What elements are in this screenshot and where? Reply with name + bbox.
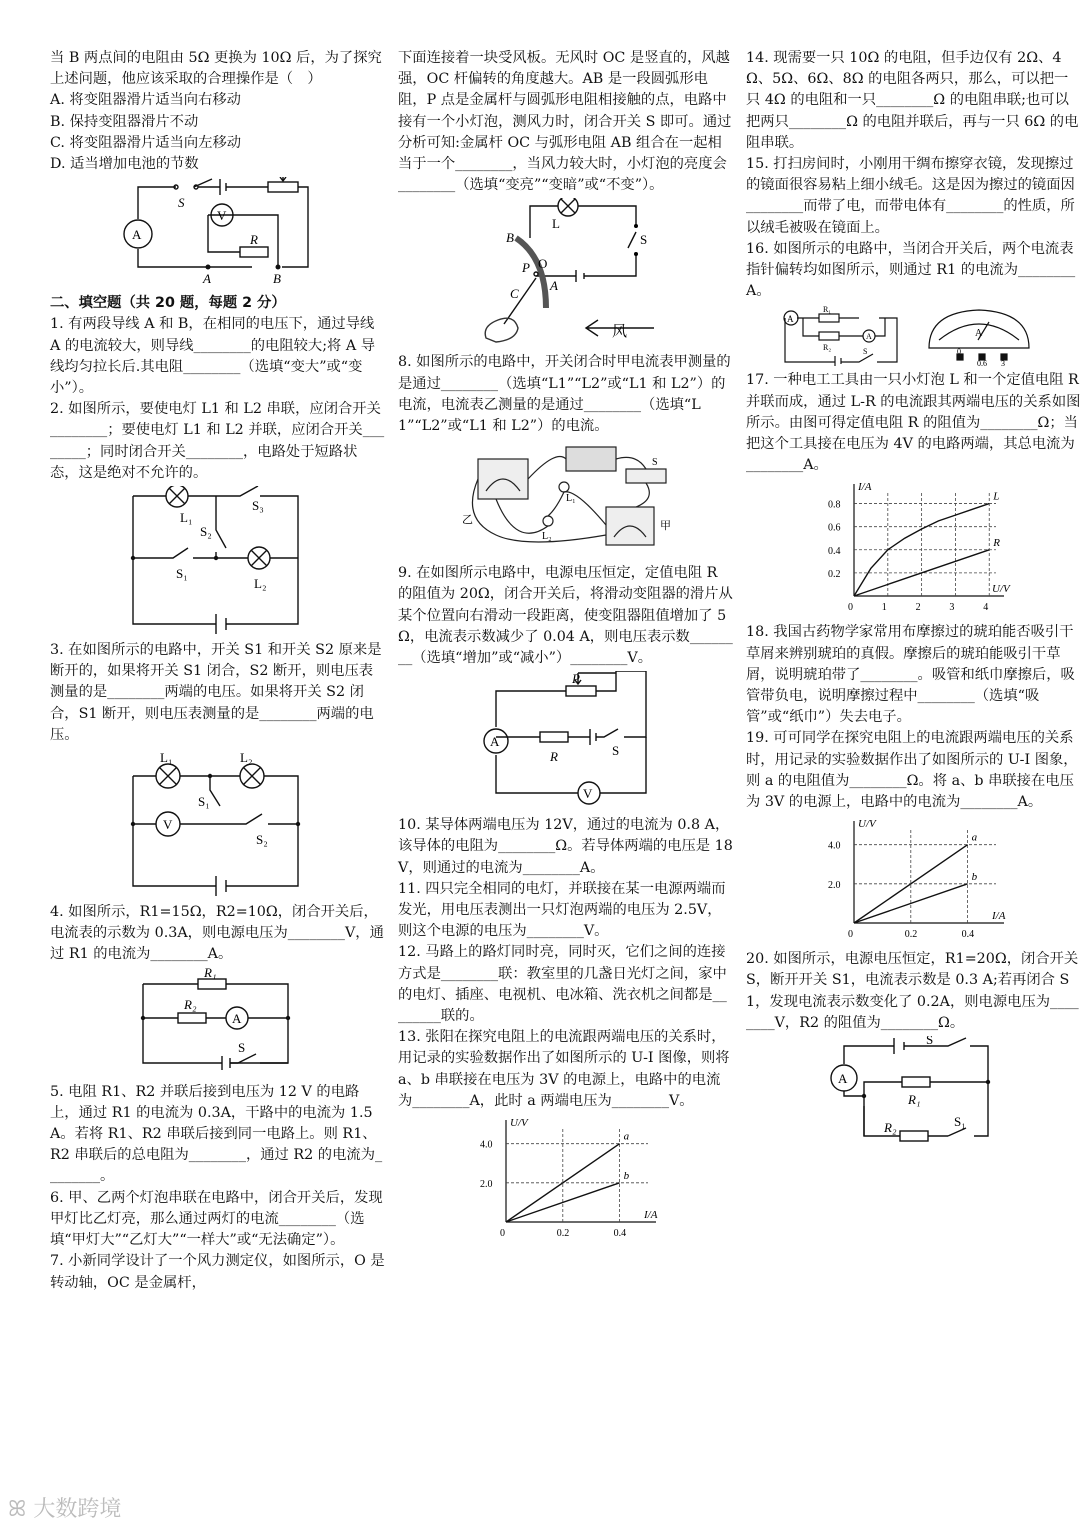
svg-text:R₁: R₁ — [907, 1092, 920, 1108]
svg-text:L₂: L₂ — [541, 531, 552, 543]
svg-text:V: V — [582, 786, 592, 802]
svg-text:A: A — [786, 314, 793, 325]
svg-text:P: P — [521, 260, 530, 276]
question-17: 17. 一种电工工具由一只小灯泡 L 和一个定值电阻 R 并联而成，通过 L-R 的电流跟其两端电压的关系如图所示。由图可得定值电阻 R 的阻值为________Ω；当把这个工具接在电压为 4V 的电路两端，其总电流为________A。 — [746, 372, 1080, 474]
circuit-and-ammeter-q16 — [779, 304, 1049, 366]
question-7-cont: 下面连接着一块受风板。无风时 OC 是竖直的，风越强，OC 杆偏转的角度越大。AB 是一段圆弧形电阻，P 点是金属杆与圆弧形电阻相接触的点，电路中接有一个小灯泡，测风力时，闭合开关 S 即可。通过分析可知:金属杆 OC 与弧形电阻 AB 组合在一起相当于一个________，当风力较大时，小灯泡的亮度会________（选填“变亮”“变暗”或“不变”）。 — [398, 50, 732, 194]
svg-text:S: S — [651, 457, 658, 469]
question-3: 3. 在如图所示的电路中，开关 S1 和开关 S2 原来是断开的，如果将开关 S1 闭合，S2 断开，则电压表测量的是________两端的电压。如果将开关 S2 闭合，S1 断开，则电压表测量的是________两端的电压。 — [50, 642, 382, 743]
svg-text:S₁: S₁ — [197, 794, 210, 810]
svg-text:S: S — [177, 195, 184, 211]
svg-text:R: R — [249, 232, 258, 248]
svg-text:L₁: L₁ — [179, 510, 192, 526]
svg-text:甲: 甲 — [659, 520, 671, 533]
svg-text:L₂: L₂ — [239, 750, 252, 766]
svg-text:R₂: R₂ — [883, 1120, 896, 1136]
svg-text:风: 风 — [611, 324, 627, 341]
svg-text:L₂: L₂ — [253, 576, 266, 592]
q19-graph — [814, 815, 1014, 945]
y-tick-label: 0.4 — [827, 546, 840, 558]
x-tick-label: 0.4 — [961, 929, 974, 941]
series-label-b: b — [971, 871, 977, 884]
svg-text:A: A — [489, 734, 499, 750]
question-16: 16. 如图所示的电路中，当闭合开关后，两个电流表指针偏转均如图所示，则通过 R1 的电流为________A。 — [746, 240, 1076, 300]
series-label-L: L — [992, 491, 999, 504]
watermark-text: 大数跨境 — [33, 1497, 122, 1522]
circuit-diagram-q20 — [824, 1036, 1004, 1156]
y-tick-label: 0.8 — [827, 500, 840, 512]
svg-text:A: A — [202, 271, 211, 287]
svg-text:R₂: R₂ — [183, 996, 196, 1012]
question-5: 5. 电阻 R1、R2 并联后接到电压为 12 V 的电路上，通过 R1 的电流为 0.3A，干路中的电流为 1.5A。若将 R1、R2 串联后接到同一电路上。则 R1、R2 串联后的总电阻为________，通过 R2 的电流为________。 — [50, 1083, 383, 1185]
x-tick-label: 0.4 — [613, 1228, 626, 1240]
svg-text:S₁: S₁ — [175, 566, 188, 582]
svg-text:S: S — [611, 743, 619, 759]
svg-text:R₁: R₁ — [203, 967, 216, 980]
question-2: 2. 如图所示，要使电灯 L1 和 L2 串联，应闭合开关________；要使电灯 L1 和 L2 并联，应闭合开关________；同时闭合开关________，电路处于短路状态，这是绝对不允许的。 — [50, 401, 385, 481]
circuit-diagram-q9 — [466, 671, 666, 811]
svg-text:3: 3 — [1000, 359, 1005, 367]
node-b — [275, 265, 280, 270]
svg-text:C: C — [509, 286, 519, 302]
y-axis-label: U/V — [857, 818, 876, 831]
x-tick-label: 4 — [982, 602, 988, 614]
series-label-a: a — [623, 1130, 629, 1143]
y-tick-label: 0.2 — [827, 569, 840, 581]
svg-text:乙: 乙 — [461, 514, 473, 527]
svg-text:A: A — [549, 278, 558, 294]
svg-text:B: B — [272, 271, 281, 287]
svg-text:S₁: S₁ — [953, 1114, 966, 1130]
option-c: C. 将变阻器滑片适当向左移动 — [50, 134, 242, 151]
column-2 — [398, 48, 733, 1248]
svg-text:S₂: S₂ — [255, 832, 268, 848]
svg-text:A: A — [837, 1071, 847, 1087]
x-axis-label: U/V — [991, 583, 1010, 596]
x-tick-label: 3 — [948, 602, 954, 614]
series-label-R: R — [992, 537, 1000, 550]
q17-graph — [814, 478, 1014, 618]
series-label-b: b — [623, 1169, 629, 1182]
svg-text:S₃: S₃ — [251, 498, 264, 514]
question-4: 4. 如图所示，R1=15Ω，R2=10Ω，闭合开关后，电流表的示数为 0.3A，则电源电压为________V，通过 R1 的电流为________A。 — [50, 904, 384, 963]
option-a: A. 将变阻器滑片适当向右移动 — [50, 92, 241, 109]
svg-text:S: S — [237, 1039, 245, 1055]
question-8: 8. 如图所示的电路中，开关闭合时甲电流表甲测量的是通过________（选填“L1”“L2”或“L1 和 L2”）的电流，电流表乙测量的是通过________（选填“L1”“L2”或“L1 和 L2”）的电流。 — [398, 354, 731, 435]
svg-text:R₂: R₂ — [822, 343, 831, 353]
column-3 — [746, 48, 1080, 1160]
question-7-start: 7. 小新同学设计了一个风力测定仪，如图所示，O 是转动轴，OC 是金属杆， — [50, 1253, 385, 1291]
x-axis-label: I/A — [991, 910, 1005, 923]
wind-meter-diagram — [466, 198, 666, 348]
svg-text:P: P — [571, 671, 580, 687]
question-20: 20. 如图所示，电源电压恒定，R1=20Ω，闭合开关 S，断开开关 S1，电流表示数是 0.3 A;若再闭合 S1，发现电流表示数变化了 0.2A，则电源电压为________V，R2 的阻值为________Ω。 — [746, 951, 1079, 1031]
svg-text:S₂: S₂ — [199, 524, 212, 540]
svg-text:A: A — [974, 328, 982, 340]
y-axis-label: U/V — [509, 1117, 528, 1130]
option-b: B. 保持变阻器滑片不动 — [50, 113, 199, 130]
svg-text:A: A — [865, 332, 872, 342]
svg-text:L₁: L₁ — [565, 493, 576, 505]
svg-text:B: B — [505, 230, 514, 246]
x-tick-label: 2 — [915, 602, 921, 614]
question-11: 11. 四只完全相同的电灯，并联接在某一电源两端而发光，用电压表测出一只灯泡两端的电压为 2.5V，则这个电源的电压为________V。 — [398, 880, 726, 940]
column-1 — [50, 48, 385, 1294]
svg-text:V: V — [162, 817, 172, 833]
question-text: 当 B 两点间的电阻由 5Ω 更换为 10Ω 后，为了探究上述问题，他应该采取的合理操作是（ ） — [50, 50, 382, 88]
svg-text:S: S — [925, 1036, 933, 1048]
series-label-a: a — [971, 831, 977, 844]
y-tick-label: 2.0 — [479, 1178, 492, 1190]
y-tick-label: 2.0 — [827, 880, 840, 892]
svg-text:O: O — [537, 256, 547, 272]
svg-text:A: A — [131, 227, 141, 243]
y-tick-label: 4.0 — [827, 840, 840, 852]
y-tick-label: 0.6 — [827, 523, 840, 535]
q13-graph — [466, 1114, 666, 1244]
svg-text:R: R — [549, 749, 558, 765]
section-heading: 二、填空题（共 20 题，每题 2 分） — [50, 295, 286, 312]
watermark-logo — [8, 1492, 121, 1523]
x-tick-label: 1 — [881, 602, 887, 614]
question-6: 6. 甲、乙两个灯泡串联在电路中，闭合开关后，发现甲灯比乙灯亮，那么通过两灯的电流________（选填“甲灯大”“乙灯大”“一样大”或“无法确定”）。 — [50, 1189, 383, 1249]
circuit-diagram-q4 — [138, 968, 298, 1078]
question-15: 15. 打扫房间时，小刚用干绸布擦穿衣镜，发现擦过的镜面很容易粘上细小绒毛。这是因为擦过的镜面因________而带了电，而带电体有________的性质，所以绒毛被吸在镜面上。 — [746, 156, 1075, 236]
question-13: 13. 张阳在探究电阻上的电流跟两端电压的关系时，用记录的实验数据作出了如图所示的 U-I 图像，则将 a、b 串联接在电压为 3V 的电源上，电路中的电流为________A，此时 a 两端电压为________V。 — [398, 1029, 735, 1109]
question-10: 10. 某导体两端电压为 12V，通过的电流为 0.8 A，该导体的电阻为________Ω。若导体两端的电压是 18V，则通过的电流为________A。 — [398, 817, 733, 876]
svg-text:V: V — [216, 208, 226, 224]
svg-text:R₁: R₁ — [822, 305, 831, 315]
svg-text:S: S — [862, 347, 867, 357]
x-tick-label: 0.2 — [556, 1228, 569, 1240]
question-9: 9. 在如图所示电路中，电源电压恒定，定值电阻 R 的阻值为 20Ω，闭合开关后，将滑动变阻器的滑片从某个位置向右滑动一段距离，使变阻器阻值增加了 5Ω，电流表示数减少了 0.04 A，则电压表示数________（选填“增加”或“减小”）________V。 — [398, 565, 733, 667]
x-axis-label: I/A — [643, 1209, 657, 1222]
x-tick-label: 0 — [499, 1228, 505, 1240]
svg-text:L₁: L₁ — [159, 750, 172, 766]
y-tick-label: 4.0 — [479, 1139, 492, 1151]
physical-circuit-q8 — [456, 439, 676, 559]
svg-text:L: L — [551, 216, 560, 232]
x-tick-label: 0.2 — [904, 929, 917, 941]
question-18: 18. 我国古药物学家常用布摩擦过的琥珀能否吸引干草屑来辨别琥珀的真假。摩擦后的琥珀能吸引干草屑，说明琥珀带了________。吸管和纸巾摩擦后，吸管带负电，说明摩擦过程中________（选填“吸管”或“纸巾”）失去电子。 — [746, 624, 1075, 726]
question-12: 12. 马路上的路灯同时亮，同时灭，它们之间的连接方式是________联：教室里的几盏日光灯之间，家中的电灯、插座、电视机、电冰箱、洗衣机之间都是________联的。 — [398, 944, 727, 1025]
svg-text:0.6: 0.6 — [976, 359, 987, 367]
circuit-diagram-q3 — [128, 748, 308, 898]
x-tick-label: 0 — [847, 929, 853, 941]
x-tick-label: 0 — [847, 602, 853, 614]
svg-text:A: A — [231, 1010, 241, 1026]
circuit-diagram-q2 — [128, 486, 308, 636]
circuit-diagram-intro — [118, 177, 318, 289]
question-1: 1. 有两段导线 A 和 B，在相同的电压下，通过导线 A 的电流较大，则导线________的电阻较大;将 A 导线均匀拉长后.其电阻________（选填“变大”或“变小”）。 — [50, 316, 379, 397]
question-14: 14. 现需要一只 10Ω 的电阻，但手边仅有 2Ω、4Ω、5Ω、6Ω、8Ω 的电阻各两只，那么，可以把一只 4Ω 的电阻和一只________Ω 的电阻串联;也可以把两只________Ω 的电阻并联后，再与一只 6Ω 的电阻串联。 — [746, 50, 1079, 151]
option-d: D. 适当增加电池的节数 — [50, 156, 199, 173]
watermark-icon: ꕤ — [8, 1497, 27, 1522]
question-19: 19. 可可同学在探究电阻上的电流跟两端电压的关系时，用记录的实验数据作出了如图所示的 U-I 图象，则 a 的电阻值为________Ω。将 a、b 串联接在电压为 3V 的电源上，电路中的电流为________A。 — [746, 730, 1078, 811]
svg-text:0: 0 — [956, 347, 961, 357]
node-a — [205, 265, 210, 270]
y-axis-label: I/A — [857, 481, 871, 494]
svg-text:S: S — [639, 232, 647, 248]
